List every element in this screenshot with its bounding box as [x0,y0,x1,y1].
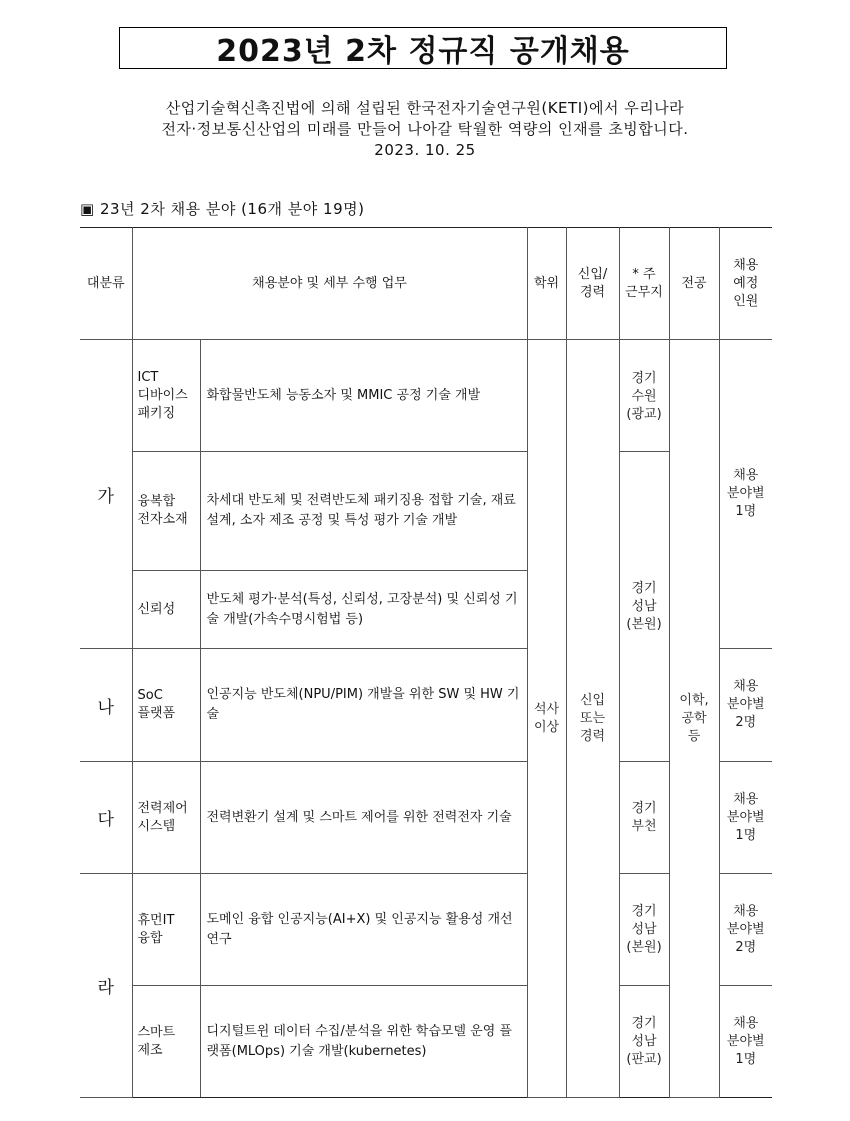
major-cell: 이학, 공학 등 [669,340,719,1098]
intro-line-1: 산업기술혁신촉진법에 의해 설립된 한국전자기술연구원(KETI)에서 우리나라 [165,99,685,117]
header-category: 대분류 [80,228,132,340]
table-row [80,986,772,1098]
page-title [119,27,727,69]
table-row [80,762,772,874]
count-na: 채용 분야별 2명 [719,649,772,762]
location-bucheon: 경기 부천 [619,762,669,874]
subfield-cell: 신뢰성 [132,571,200,649]
header-field: 채용분야 및 세부 수행 업무 [132,228,527,340]
header-major: 전공 [669,228,719,340]
subfield-cell: SoC 플랫폼 [132,649,200,762]
subfield-cell: ICT 디바이스 패키징 [132,340,200,452]
header-count: 채용 예정 인원 [719,228,772,340]
subfield-cell: 스마트 제조 [132,986,200,1098]
page-title-text: 2023년 2차 정규직 공개채용 [216,34,630,69]
category-da: 다 [80,762,132,874]
table-row [80,874,772,986]
task-cell: 인공지능 반도체(NPU/PIM) 개발을 위한 SW 및 HW 기술 [200,649,527,762]
count-ga: 채용 분야별 1명 [719,340,772,649]
header-degree: 학위 [527,228,566,340]
location-seongnam-main-2: 경기 성남 (본원) [619,874,669,986]
count-ra-2: 채용 분야별 1명 [719,986,772,1098]
task-cell: 화합물반도체 능동소자 및 MMIC 공정 기술 개발 [200,340,527,452]
subfield-cell: 휴먼IT 융합 [132,874,200,986]
count-ra-1: 채용 분야별 2명 [719,874,772,986]
intro-paragraph [60,98,790,161]
location-seongnam-pangyo: 경기 성남 (판교) [619,986,669,1098]
count-da: 채용 분야별 1명 [719,762,772,874]
intro-line-2: 전자·정보통신산업의 미래를 만들어 나아갈 탁월한 역량의 인재를 초빙합니다. [161,120,689,138]
intro-date: 2023. 10. 25 [374,141,476,159]
task-cell: 차세대 반도체 및 전력반도체 패키징용 접합 기술, 재료 설계, 소자 제조 공정 및 특성 평가 기술 개발 [200,452,527,571]
location-suwon: 경기 수원 (광교) [619,340,669,452]
task-cell: 도메인 융합 인공지능(AI+X) 및 인공지능 활용성 개선 연구 [200,874,527,986]
task-cell: 디지털트윈 데이터 수집/분석을 위한 학습모델 운영 플랫폼(MLOps) 기술 개발(kubernetes) [200,986,527,1098]
subfield-cell: 전력제어 시스템 [132,762,200,874]
table-row [80,340,772,452]
location-seongnam-main: 경기 성남 (본원) [619,452,669,762]
recruitment-table [80,227,772,1098]
category-ra: 라 [80,874,132,1098]
subfield-cell: 융복합 전자소재 [132,452,200,571]
task-cell: 전력변환기 설계 및 스마트 제어를 위한 전력전자 기술 [200,762,527,874]
table-row [80,452,772,571]
section-heading: ▣ 23년 2차 채용 분야 (16개 분야 19명) [80,200,365,218]
task-cell: 반도체 평가·분석(특성, 신뢰성, 고장분석) 및 신뢰성 기술 개발(가속수명시험법 등) [200,571,527,649]
category-ga: 가 [80,340,132,649]
degree-cell: 석사 이상 [527,340,566,1098]
category-na: 나 [80,649,132,762]
career-cell: 신입 또는 경력 [566,340,619,1098]
header-career: 신입/ 경력 [566,228,619,340]
table-header-row [80,228,772,340]
header-location: * 주 근무지 [619,228,669,340]
